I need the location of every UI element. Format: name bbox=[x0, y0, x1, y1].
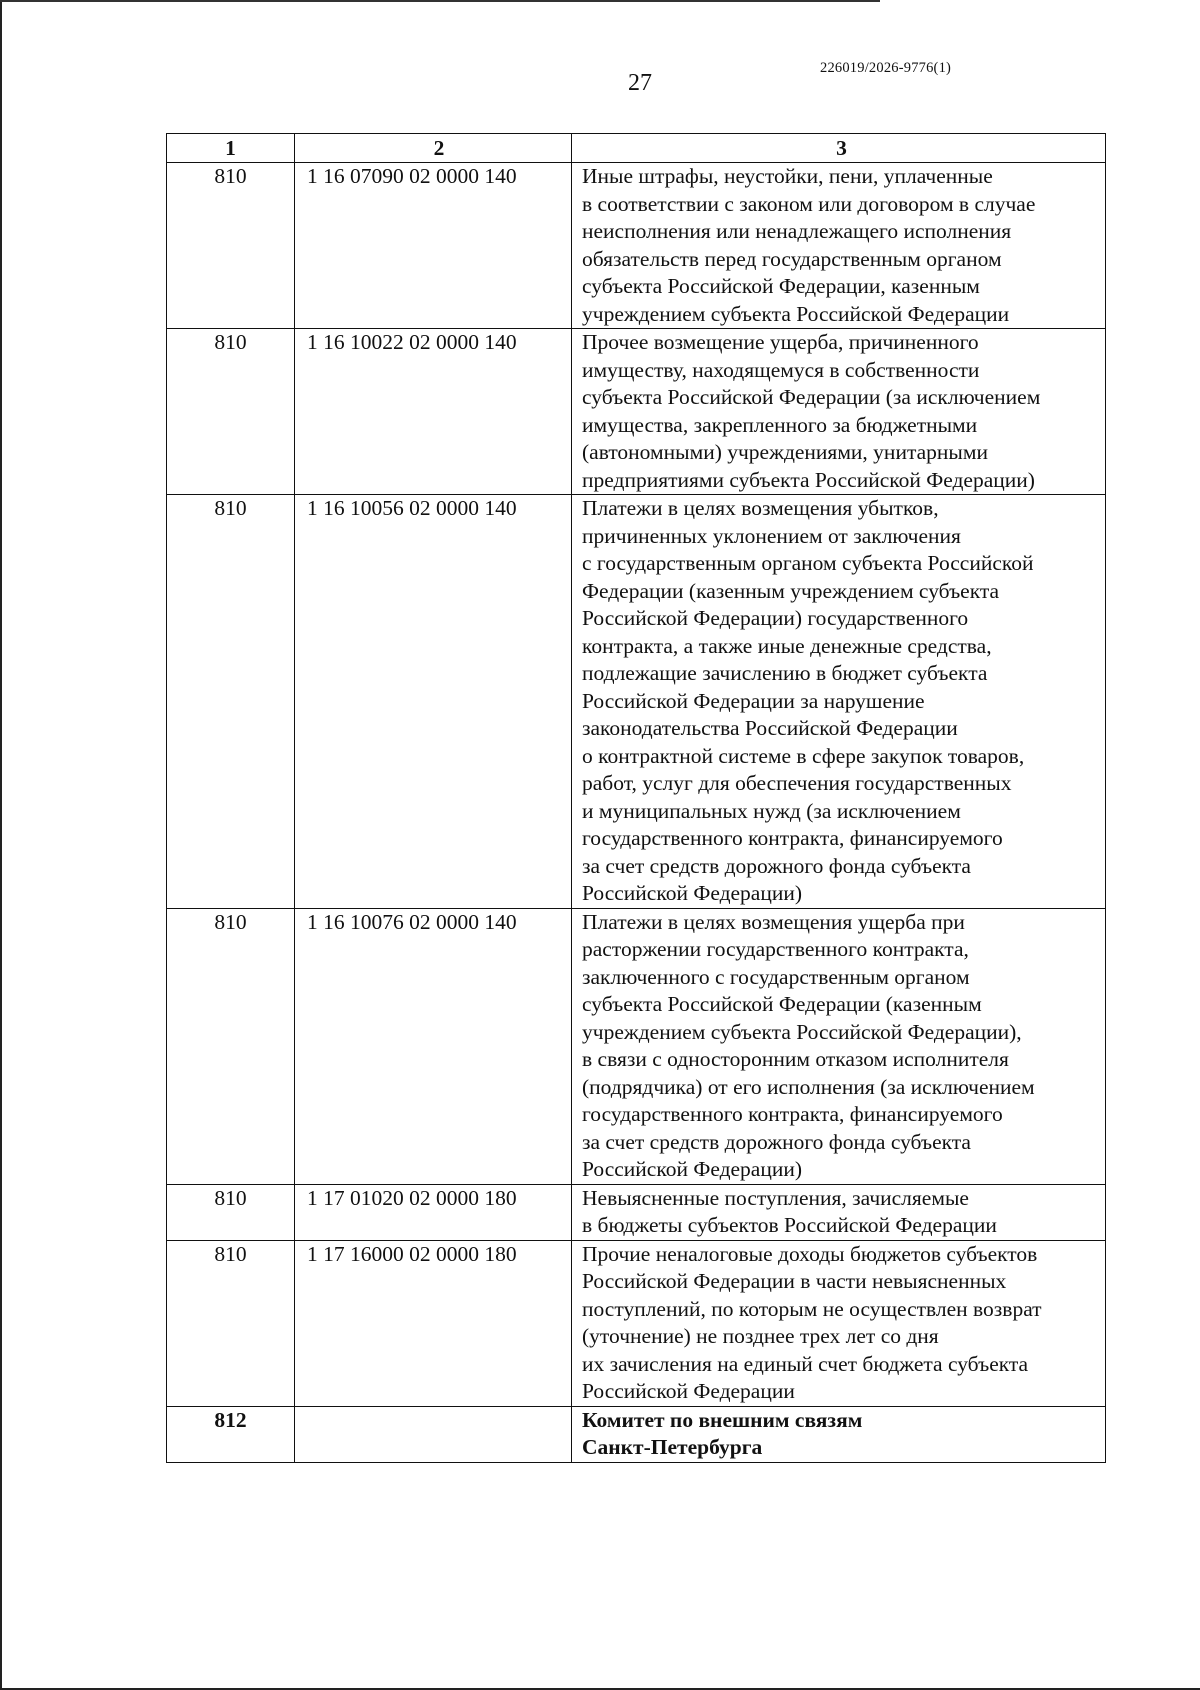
revenue-code-cell bbox=[295, 1406, 572, 1462]
revenue-code-cell: 1 17 16000 02 0000 180 bbox=[295, 1240, 572, 1406]
description-line: государственного контракта, финансируемого bbox=[582, 1102, 1003, 1126]
description-line: за счет средств дорожного фонда субъекта bbox=[582, 1129, 971, 1154]
admin-code-cell: 810 bbox=[167, 163, 295, 329]
description-line: расторжении государственного контракта, bbox=[582, 937, 969, 961]
description-line: предприятиями субъекта Российской Федерации) bbox=[582, 467, 1035, 492]
admin-code-cell: 810 bbox=[167, 329, 295, 495]
description-line: Российской Федерации) государственного bbox=[582, 606, 969, 630]
description-line: причиненных уклонением от заключения bbox=[582, 523, 961, 548]
table-row bbox=[167, 1406, 1106, 1462]
description-line: и муниципальных нужд (за исключением bbox=[582, 798, 961, 823]
table-row bbox=[167, 495, 1106, 909]
description-line: (автономными) учреждениями, унитарными bbox=[582, 440, 988, 464]
description-line: о контрактной системе в сфере закупок товаров, bbox=[582, 743, 1025, 768]
admin-code-cell: 810 bbox=[167, 908, 295, 1184]
description-line: Федерации (казенным учреждением субъекта bbox=[582, 578, 1000, 603]
description-line: Российской Федерации) bbox=[582, 881, 803, 905]
description-line: учреждением субъекта Российской Федерации bbox=[582, 301, 1010, 326]
description-cell bbox=[572, 1240, 1106, 1406]
table-row bbox=[167, 329, 1106, 495]
admin-code-cell: 812 bbox=[167, 1406, 295, 1462]
description-line: имуществу, находящемуся в собственности bbox=[582, 357, 980, 382]
description-line: в соответствии с законом или договором в случае bbox=[582, 191, 1036, 216]
admin-code-cell: 810 bbox=[167, 1240, 295, 1406]
table-row bbox=[167, 163, 1106, 329]
description-line: в связи с односторонним отказом исполнителя bbox=[582, 1047, 1009, 1071]
description-line: Платежи в целях возмещения ущерба при bbox=[582, 909, 965, 934]
description-line: Платежи в целях возмещения убытков, bbox=[582, 496, 939, 520]
description-line: с государственным органом субъекта Российской bbox=[582, 551, 1034, 575]
description-line: Российской Федерации за нарушение bbox=[582, 688, 925, 713]
description-line: Прочие неналоговые доходы бюджетов субъектов bbox=[582, 1241, 1038, 1266]
description-line: за счет средств дорожного фонда субъекта bbox=[582, 853, 971, 878]
description-line: Комитет по внешним связям bbox=[582, 1407, 863, 1432]
description-line: поступлений, по которым не осуществлен возврат bbox=[582, 1296, 1042, 1321]
description-line: неисполнения или ненадлежащего исполнения bbox=[582, 219, 1012, 243]
description-line: Российской Федерации) bbox=[582, 1157, 803, 1181]
column-header-3: 3 bbox=[572, 134, 1106, 163]
table-row bbox=[167, 1184, 1106, 1240]
revenue-code-cell: 1 16 07090 02 0000 140 bbox=[295, 163, 572, 329]
admin-code-cell: 810 bbox=[167, 495, 295, 909]
document-code: 226019/2026-9776(1) bbox=[820, 60, 952, 76]
description-line: обязательств перед государственным органом bbox=[582, 246, 1002, 271]
description-line: Иные штрафы, неустойки, пени, уплаченные bbox=[582, 164, 993, 188]
description-cell bbox=[572, 1184, 1106, 1240]
description-line: заключенного с государственным органом bbox=[582, 964, 970, 989]
description-line: (подрядчика) от его исполнения (за исключением bbox=[582, 1074, 1035, 1099]
table-row bbox=[167, 1240, 1106, 1406]
scan-border-top bbox=[0, 0, 880, 2]
description-line: учреждением субъекта Российской Федерации), bbox=[582, 1019, 1022, 1044]
page-number: 27 bbox=[628, 70, 652, 96]
revenue-code-cell: 1 16 10076 02 0000 140 bbox=[295, 908, 572, 1184]
revenue-code-cell: 1 16 10056 02 0000 140 bbox=[295, 495, 572, 909]
table-body bbox=[167, 163, 1106, 1463]
description-line: (уточнение) не позднее трех лет со дня bbox=[582, 1324, 939, 1348]
description-line: контракта, а также иные денежные средства, bbox=[582, 633, 992, 658]
description-line: законодательства Российской Федерации bbox=[582, 716, 958, 740]
description-line: Российской Федерации bbox=[582, 1379, 795, 1403]
description-line: государственного контракта, финансируемого bbox=[582, 826, 1003, 850]
revenue-codes-table bbox=[166, 133, 1106, 1463]
description-line: субъекта Российской Федерации (за исключением bbox=[582, 385, 1041, 409]
description-line: Российской Федерации в части невыясненных bbox=[582, 1269, 1007, 1293]
table-row bbox=[167, 908, 1106, 1184]
description-line: Невыясненные поступления, зачисляемые bbox=[582, 1185, 969, 1210]
column-header-1: 1 bbox=[167, 134, 295, 163]
description-cell bbox=[572, 495, 1106, 909]
column-header-2: 2 bbox=[295, 134, 572, 163]
description-line: Санкт-Петербурга bbox=[582, 1435, 763, 1459]
table-header-row bbox=[167, 134, 1106, 163]
description-cell bbox=[572, 908, 1106, 1184]
description-line: работ, услуг для обеспечения государственных bbox=[582, 771, 1012, 795]
description-line: имущества, закрепленного за бюджетными bbox=[582, 412, 978, 437]
admin-code-cell: 810 bbox=[167, 1184, 295, 1240]
description-cell bbox=[572, 1406, 1106, 1462]
description-line: субъекта Российской Федерации, казенным bbox=[582, 274, 980, 298]
revenue-code-cell: 1 17 01020 02 0000 180 bbox=[295, 1184, 572, 1240]
description-line: подлежащие зачислению в бюджет субъекта bbox=[582, 661, 988, 685]
description-cell bbox=[572, 329, 1106, 495]
description-line: субъекта Российской Федерации (казенным bbox=[582, 992, 982, 1016]
description-line: их зачисления на единый счет бюджета субъекта bbox=[582, 1351, 1029, 1376]
description-line: Прочее возмещение ущерба, причиненного bbox=[582, 330, 979, 354]
revenue-code-cell: 1 16 10022 02 0000 140 bbox=[295, 329, 572, 495]
description-cell bbox=[572, 163, 1106, 329]
scan-border-left bbox=[0, 0, 2, 1690]
description-line: в бюджеты субъектов Российской Федерации bbox=[582, 1213, 997, 1237]
